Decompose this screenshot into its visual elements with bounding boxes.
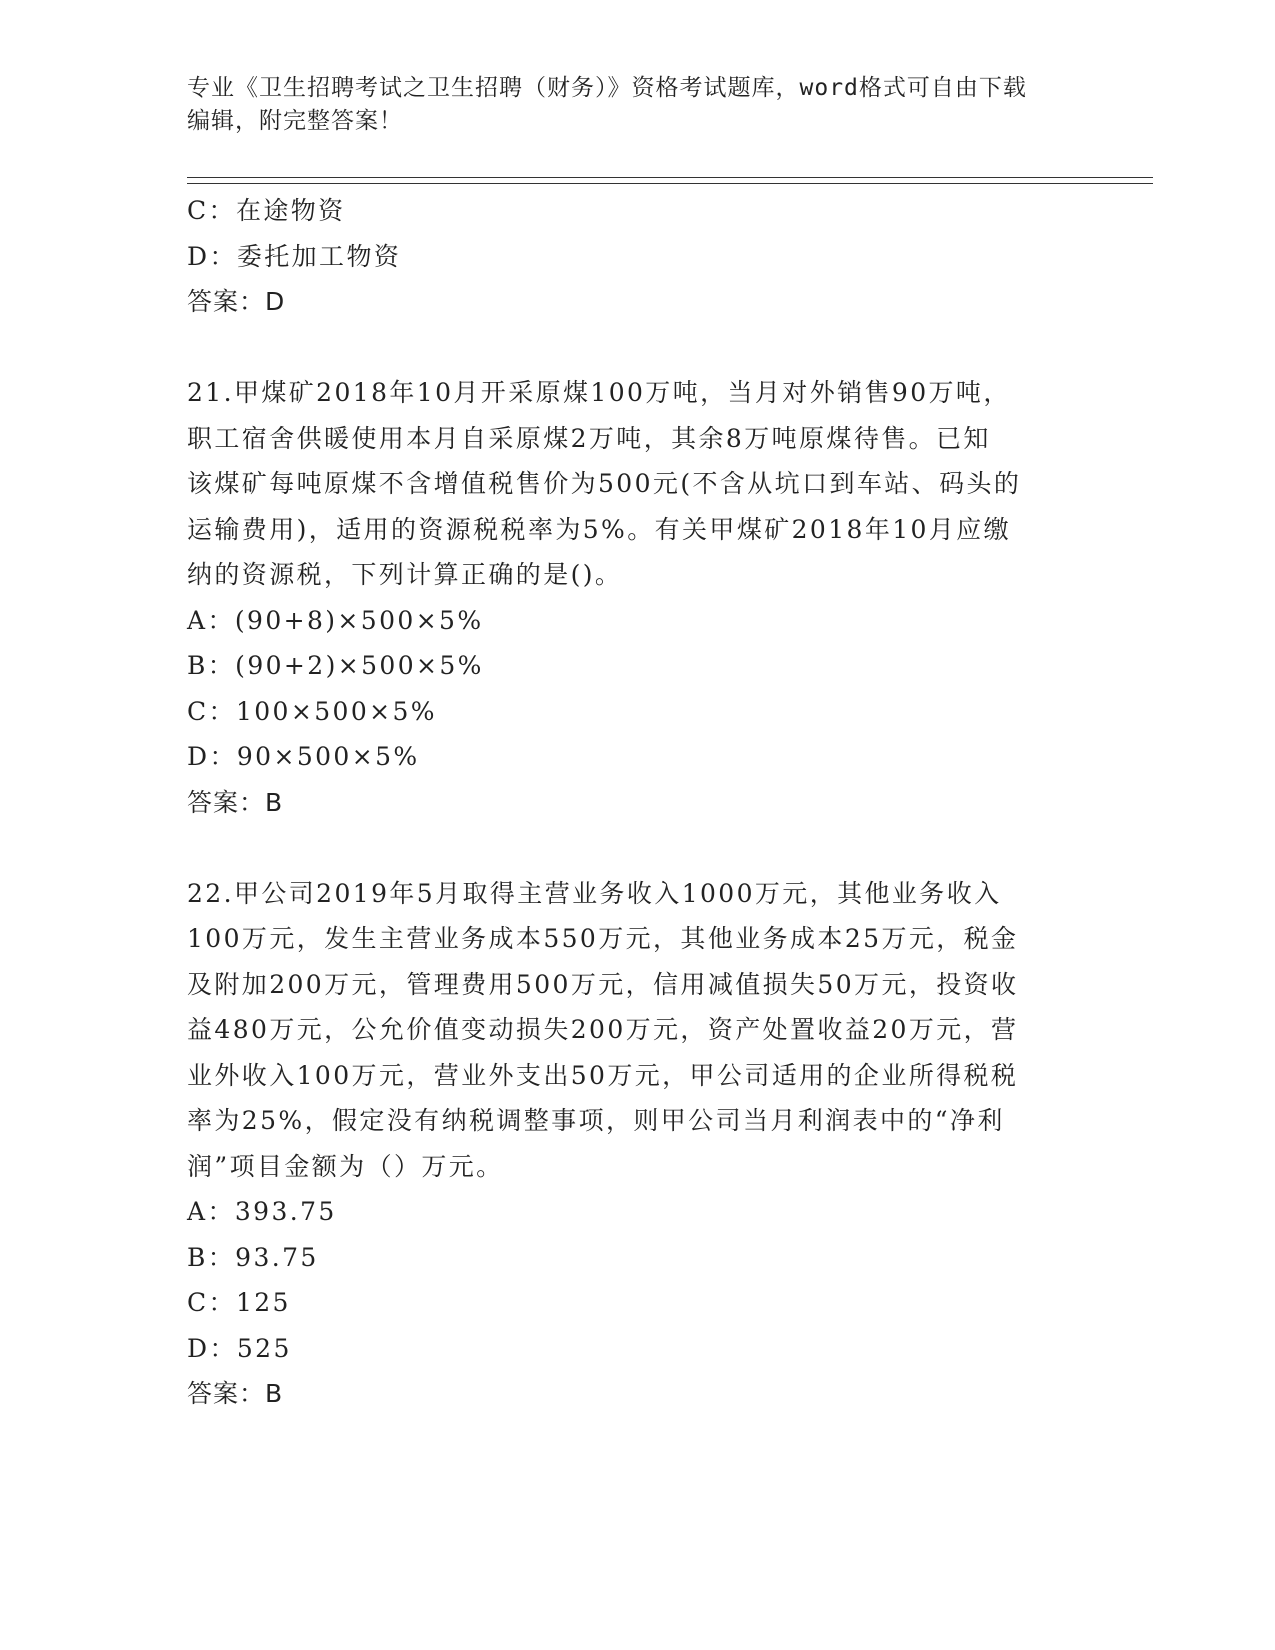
- header-divider-top: [187, 177, 1153, 178]
- q22-option-b: B：93.75: [187, 1242, 319, 1272]
- question-22-text: 22.甲公司2019年5月取得主营业务收入1000万元，其他业务收入 100万元，发生主营业务成本550万元，其他业务成本25万元，税金 及附加200万元，管理费用500万元，信用减值损失50万元，投资收 益480万元，公允价值变动损失200万元，资产处置收益20万元，营 业外收入100万元，营业外支出50万元，甲公司适用的企业所得税税 率为25%，假定没有纳税调整事项，则甲公司当月利润表中的“净利 润”项目金额为（）万元。: [187, 878, 1019, 1181]
- q21-option-c: C：100×500×5%: [187, 696, 437, 726]
- spacer: [187, 325, 1087, 371]
- q21-option-d: D：90×500×5%: [187, 742, 420, 771]
- prev-answer: 答案：D: [187, 287, 286, 316]
- q21-answer: 答案：B: [187, 787, 284, 817]
- q21-option-b: B：(90+2)×500×5%: [187, 651, 484, 680]
- header-line-2: 编辑，附完整答案！: [187, 108, 403, 134]
- header-line-1: 专业《卫生招聘考试之卫生招聘（财务）》资格考试题库，word格式可自由下载: [187, 75, 1027, 101]
- prev-option-c: C：在途物资: [187, 196, 346, 225]
- document-header: [187, 72, 1077, 138]
- header-divider-bottom: [187, 183, 1153, 184]
- q22-option-a: A：393.75: [187, 1197, 337, 1226]
- prev-option-d: D：委托加工物资: [187, 241, 402, 271]
- q21-option-a: A：(90+8)×500×5%: [187, 605, 484, 635]
- q22-answer: 答案：B: [187, 1379, 284, 1408]
- spacer: [187, 825, 1087, 871]
- document-body: [187, 188, 1087, 1417]
- q22-option-d: D：525: [187, 1333, 292, 1363]
- question-21-text: 21.甲煤矿2018年10月开采原煤100万吨，当月对外销售90万吨， 职工宿舍供暖使用本月自采原煤2万吨，其余8万吨原煤待售。已知 该煤矿每吨原煤不含增值税售价为500元(不含从坑口到车站、码头的 运输费用)，适用的资源税税率为5%。有关甲煤矿2018年10月应缴 纳的资源税，下列计算正确的是()。: [187, 378, 1022, 589]
- q22-option-c: C：125: [187, 1288, 291, 1317]
